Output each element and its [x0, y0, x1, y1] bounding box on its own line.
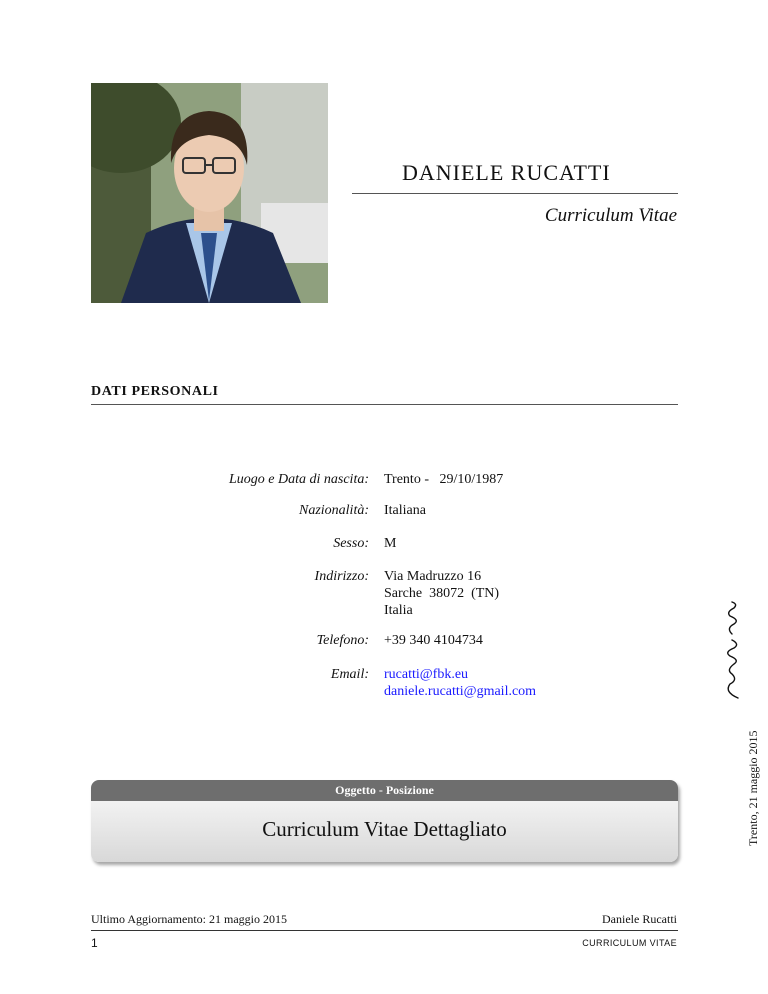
birth-label: Luogo e Data di nascita:	[229, 472, 369, 487]
address-value	[384, 568, 499, 619]
sex-label: Sesso:	[333, 536, 369, 551]
footer-last-updated: Ultimo Aggiornamento: 21 maggio 2015	[91, 912, 287, 926]
email-label: Email:	[330, 667, 369, 682]
phone-value: +39 340 4104734	[384, 633, 483, 648]
email-link-personal[interactable]: daniele.rucatti@gmail.com	[384, 684, 537, 699]
vertical-date: Trento, 21 maggio 2015	[746, 730, 760, 846]
address-line: Sarche 38072 (TN)	[384, 586, 500, 601]
object-box-title: Curriculum Vitae Dettagliato	[262, 817, 507, 841]
signature-image	[718, 600, 746, 704]
person-name: DANIELE RUCATTI	[402, 160, 611, 185]
section-divider	[91, 404, 678, 405]
email-link-work[interactable]: rucatti@fbk.eu	[384, 667, 469, 682]
footer-doc-label: CURRICULUM VITAE	[582, 938, 677, 948]
object-box-header: Oggetto - Posizione	[91, 780, 678, 801]
section-title-personal-data: DATI PERSONALI	[91, 384, 219, 399]
footer-divider	[91, 930, 678, 931]
nationality-label: Nazionalità:	[298, 503, 369, 518]
document-subtitle: Curriculum Vitae	[544, 205, 677, 226]
nationality-value: Italiana	[384, 503, 426, 518]
email-values	[384, 666, 536, 700]
page-number: 1	[91, 936, 98, 950]
sex-value: M	[384, 536, 397, 551]
footer-author: Daniele Rucatti	[602, 912, 677, 926]
address-label: Indirizzo:	[314, 569, 369, 584]
phone-label: Telefono:	[316, 633, 369, 648]
profile-photo	[91, 83, 328, 303]
address-line: Italia	[384, 603, 413, 618]
address-line: Via Madruzzo 16	[384, 569, 482, 584]
object-box	[91, 780, 678, 862]
name-divider	[352, 193, 678, 194]
birth-value: Trento - 29/10/1987	[384, 472, 504, 487]
